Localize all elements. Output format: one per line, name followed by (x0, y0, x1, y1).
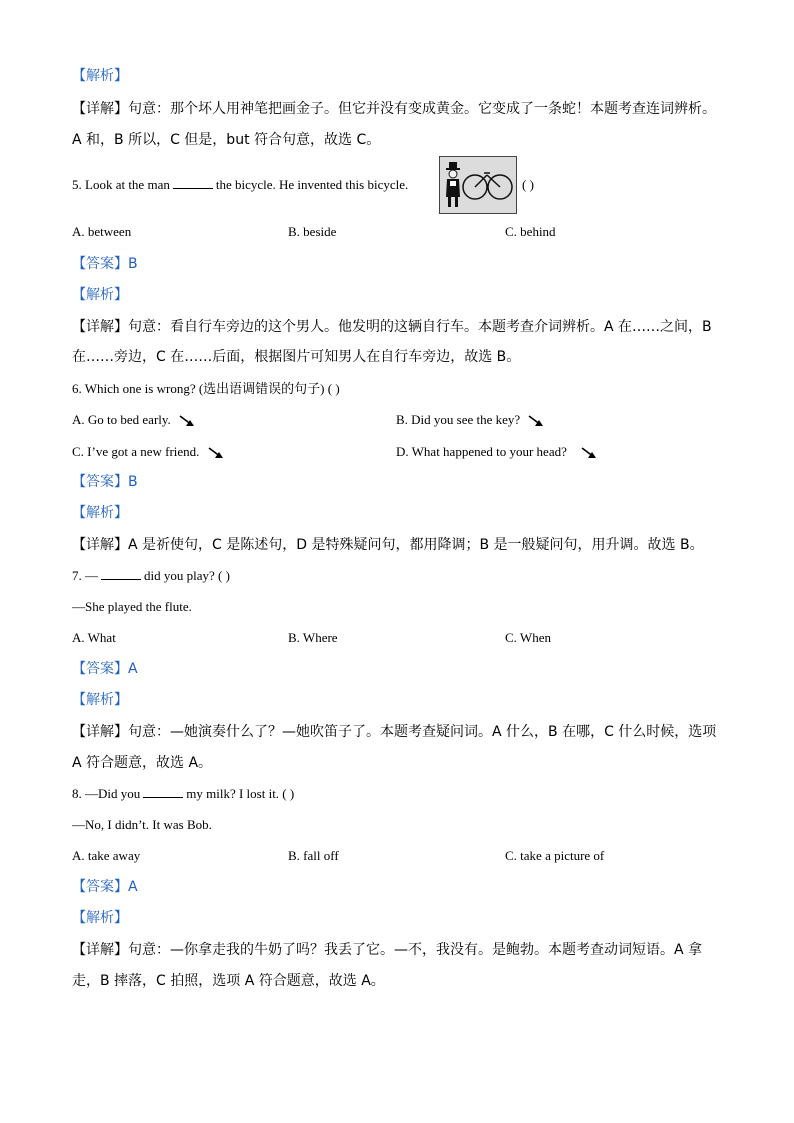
bicycle-picture (439, 156, 517, 214)
falling-intonation-arrow-icon (178, 414, 196, 428)
answer-tag: 【答案】A (72, 661, 138, 677)
stem-text: my milk? I lost it. ( ) (186, 786, 295, 801)
question-6-stem: 6. Which one is wrong? (选出语调错误的句子) ( ) (72, 381, 340, 396)
detail-text: 【详解】句意：—她演奏什么了？—她吹笛子了。本题考查疑问词。A 什么，B 在哪，C 什么时候，选项 (72, 724, 717, 740)
option-a: A. take away (72, 848, 141, 863)
detail-text: 走，B 摔落，C 拍照，选项 A 符合题意，故选 A。 (72, 973, 385, 989)
option-c: C. When (505, 630, 551, 645)
falling-intonation-arrow-icon (207, 446, 225, 460)
detail-text: A 符合题意，故选 A。 (72, 755, 213, 771)
answer-blank (101, 567, 141, 580)
option-c: C. behind (505, 224, 556, 239)
option-text: D. What happened to your head? (396, 444, 567, 459)
stem-text: 8. —Did you (72, 786, 141, 801)
stem-text: the bicycle. He invented this bicycle. (215, 177, 409, 192)
dialogue-reply: —She played the flute. (72, 599, 192, 614)
option-text: B. Did you see the key? (396, 412, 521, 427)
answer-tag: 【答案】B (72, 474, 138, 490)
analysis-tag: 【解析】 (72, 68, 128, 84)
option-b: B. Where (288, 630, 338, 645)
analysis-tag: 【解析】 (72, 692, 128, 708)
detail-text: 【详解】句意：—你拿走我的牛奶了吗？我丢了它。—不，我没有。是鲍勃。本题考查动词短语。A 拿 (72, 942, 703, 958)
answer-blank (143, 785, 183, 798)
option-a: A. between (72, 224, 132, 239)
detail-text: A 和，B 所以，C 但是，but 符合句意，故选 C。 (72, 132, 381, 148)
detail-text: 【详解】A 是祈使句，C 是陈述句，D 是特殊疑问句，都用降调；B 是一般疑问句，用升调。故选 B。 (72, 537, 704, 553)
stem-text: did you play? ( ) (144, 568, 230, 583)
falling-intonation-arrow-icon (580, 446, 598, 460)
question-5-stem (72, 176, 408, 194)
analysis-tag: 【解析】 (72, 910, 128, 926)
option-c: C. take a picture of (505, 848, 605, 863)
option-b (396, 411, 545, 429)
option-b: B. fall off (288, 848, 339, 863)
answer-paren: ( ) (522, 177, 534, 192)
stem-text: 7. — (72, 568, 98, 583)
stem-text: 5. Look at the man (72, 177, 170, 192)
option-b: B. beside (288, 224, 337, 239)
option-text: C. I’ve got a new friend. (72, 444, 200, 459)
answer-blank (173, 176, 213, 189)
option-a: A. What (72, 630, 116, 645)
option-d (396, 443, 598, 461)
option-c (72, 443, 225, 461)
falling-intonation-arrow-icon (527, 414, 545, 428)
penny-farthing-bicycle-picture (440, 157, 516, 213)
dialogue-reply: —No, I didn’t. It was Bob. (72, 817, 212, 832)
analysis-tag: 【解析】 (72, 505, 128, 521)
detail-text: 【详解】句意：看自行车旁边的这个男人。他发明的这辆自行车。本题考查介词辨析。A 在……之间，B (72, 319, 712, 335)
detail-text: 【详解】句意：那个坏人用神笔把画金子。但它并没有变成黄金。它变成了一条蛇！本题考查连词辨析。 (72, 101, 716, 117)
option-text: A. Go to bed early. (72, 412, 171, 427)
analysis-tag: 【解析】 (72, 287, 128, 303)
option-a (72, 411, 196, 429)
question-8-stem (72, 785, 294, 803)
question-7-stem (72, 567, 230, 585)
answer-tag: 【答案】B (72, 256, 138, 272)
detail-text: 在……旁边，C 在……后面，根据图片可知男人在自行车旁边，故选 B。 (72, 349, 521, 365)
answer-tag: 【答案】A (72, 879, 138, 895)
